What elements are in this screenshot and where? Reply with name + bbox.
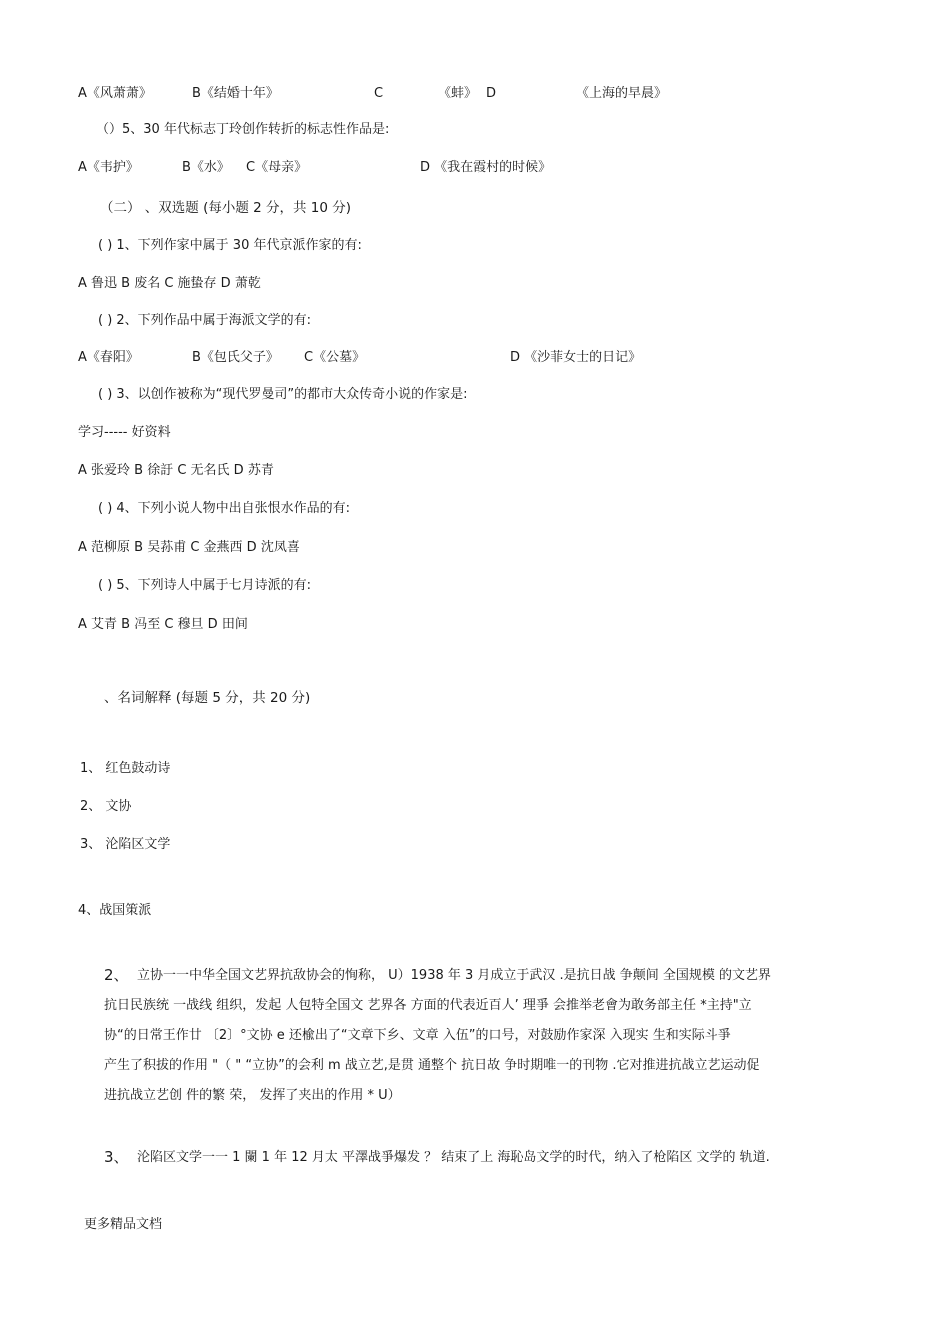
term-item: 2、 文协 (80, 799, 132, 814)
section-heading: 、名词解释 (每题 5 分，共 20 分) (104, 690, 311, 706)
question-options-row (78, 85, 778, 103)
answer-line: 立协一一中华全国文艺界抗敌协会的恂称， U）1938 年 3 月成立于武汉 .是抗日战 争颠间 全国规模 的文艺界 (137, 968, 772, 983)
watermark-text: 学习----- 好资料 (78, 425, 171, 440)
option-b: B《结婚十年》 (192, 86, 279, 101)
term-item: 3、 沦陷区文学 (80, 837, 171, 852)
option-d: D 《沙菲女士的日记》 (510, 350, 642, 365)
answer-line: 沦陷区文学一一 1 闌 1 年 12 月太 平澤战爭爆发 ？ 结束了上 海恥岛文学的时代，纳入了枪陷区 文学的 轨道. (137, 1150, 770, 1165)
question-options: A 张爱玲 B 徐訏 C 无名氏 D 苏青 (78, 463, 274, 478)
footer-text: 更多精品文档 (84, 1217, 163, 1232)
option-d: D (486, 86, 497, 101)
option-c: C《公墓》 (304, 350, 366, 365)
option-d: D 《我在霞村的时候》 (420, 160, 552, 175)
question-text: ( ) 3、以创作被称为“现代罗曼司”的都市大众传奇小说的作家是: (98, 387, 468, 402)
option-a: A《韦护》 (78, 160, 139, 175)
question-options-row (78, 159, 778, 177)
answer-line: 抗日民族统 一战线 组织，发起 人包特全国文 艺界各 方面的代表近百人’ 理爭 会推举老會为敢务部主任 *主持"立 (104, 998, 752, 1013)
question-text: ( ) 4、下列小说人物中出自张恨水作品的有: (98, 501, 351, 516)
question-text: ( ) 1、下列作家中属于 30 年代京派作家的有: (98, 238, 362, 253)
option-c: C《母亲》 (246, 160, 308, 175)
option-d-title: 《上海的早晨》 (576, 86, 668, 101)
option-c-title: 《蚌》 (438, 86, 478, 101)
option-c: C (374, 86, 384, 101)
option-b: B《包氏父子》 (192, 350, 279, 365)
question-options: A 鲁迅 B 废名 C 施蛰存 D 萧乾 (78, 276, 261, 291)
option-b: B《水》 (182, 160, 230, 175)
option-a: A《风萧萧》 (78, 86, 152, 101)
section-heading: （二） 、双选题 (每小题 2 分，共 10 分) (100, 200, 352, 216)
question-text: ( ) 2、下列作品中属于海派文学的有: (98, 313, 312, 328)
answer-number: 2、 (104, 966, 129, 984)
answer-line: 进抗战立艺创 件的繁 荣， 发挥了夹出的作用 * U） (104, 1088, 401, 1103)
question-options-row (78, 349, 778, 367)
question-options: A 范柳原 B 吴荪甫 C 金燕西 D 沈凤喜 (78, 540, 300, 555)
term-item: 1、 红色鼓动诗 (80, 761, 171, 776)
answer-line: 产生了积拔的作用 "（ " “立协”的会利 m 战立艺,是贯 通整个 抗日故 争时期唯一的刊物 .它对推进抗战立艺运动促 (104, 1058, 760, 1073)
question-text: （）5、30 年代标志丁玲创作转折的标志性作品是: (96, 122, 390, 137)
option-a: A《春阳》 (78, 350, 139, 365)
question-options: A 艾青 B 冯至 C 穆旦 D 田间 (78, 617, 248, 632)
question-text: ( ) 5、下列诗人中属于七月诗派的有: (98, 578, 312, 593)
term-item: 4、战国策派 (78, 903, 152, 918)
answer-number: 3、 (104, 1148, 129, 1166)
answer-line: 协“的日常王作廿 〔2〕°文协 e 还楡出了“文章下乡、文章 入伍”的口号，对鼓励作家深 入现实 生和实际斗爭 (104, 1028, 731, 1043)
